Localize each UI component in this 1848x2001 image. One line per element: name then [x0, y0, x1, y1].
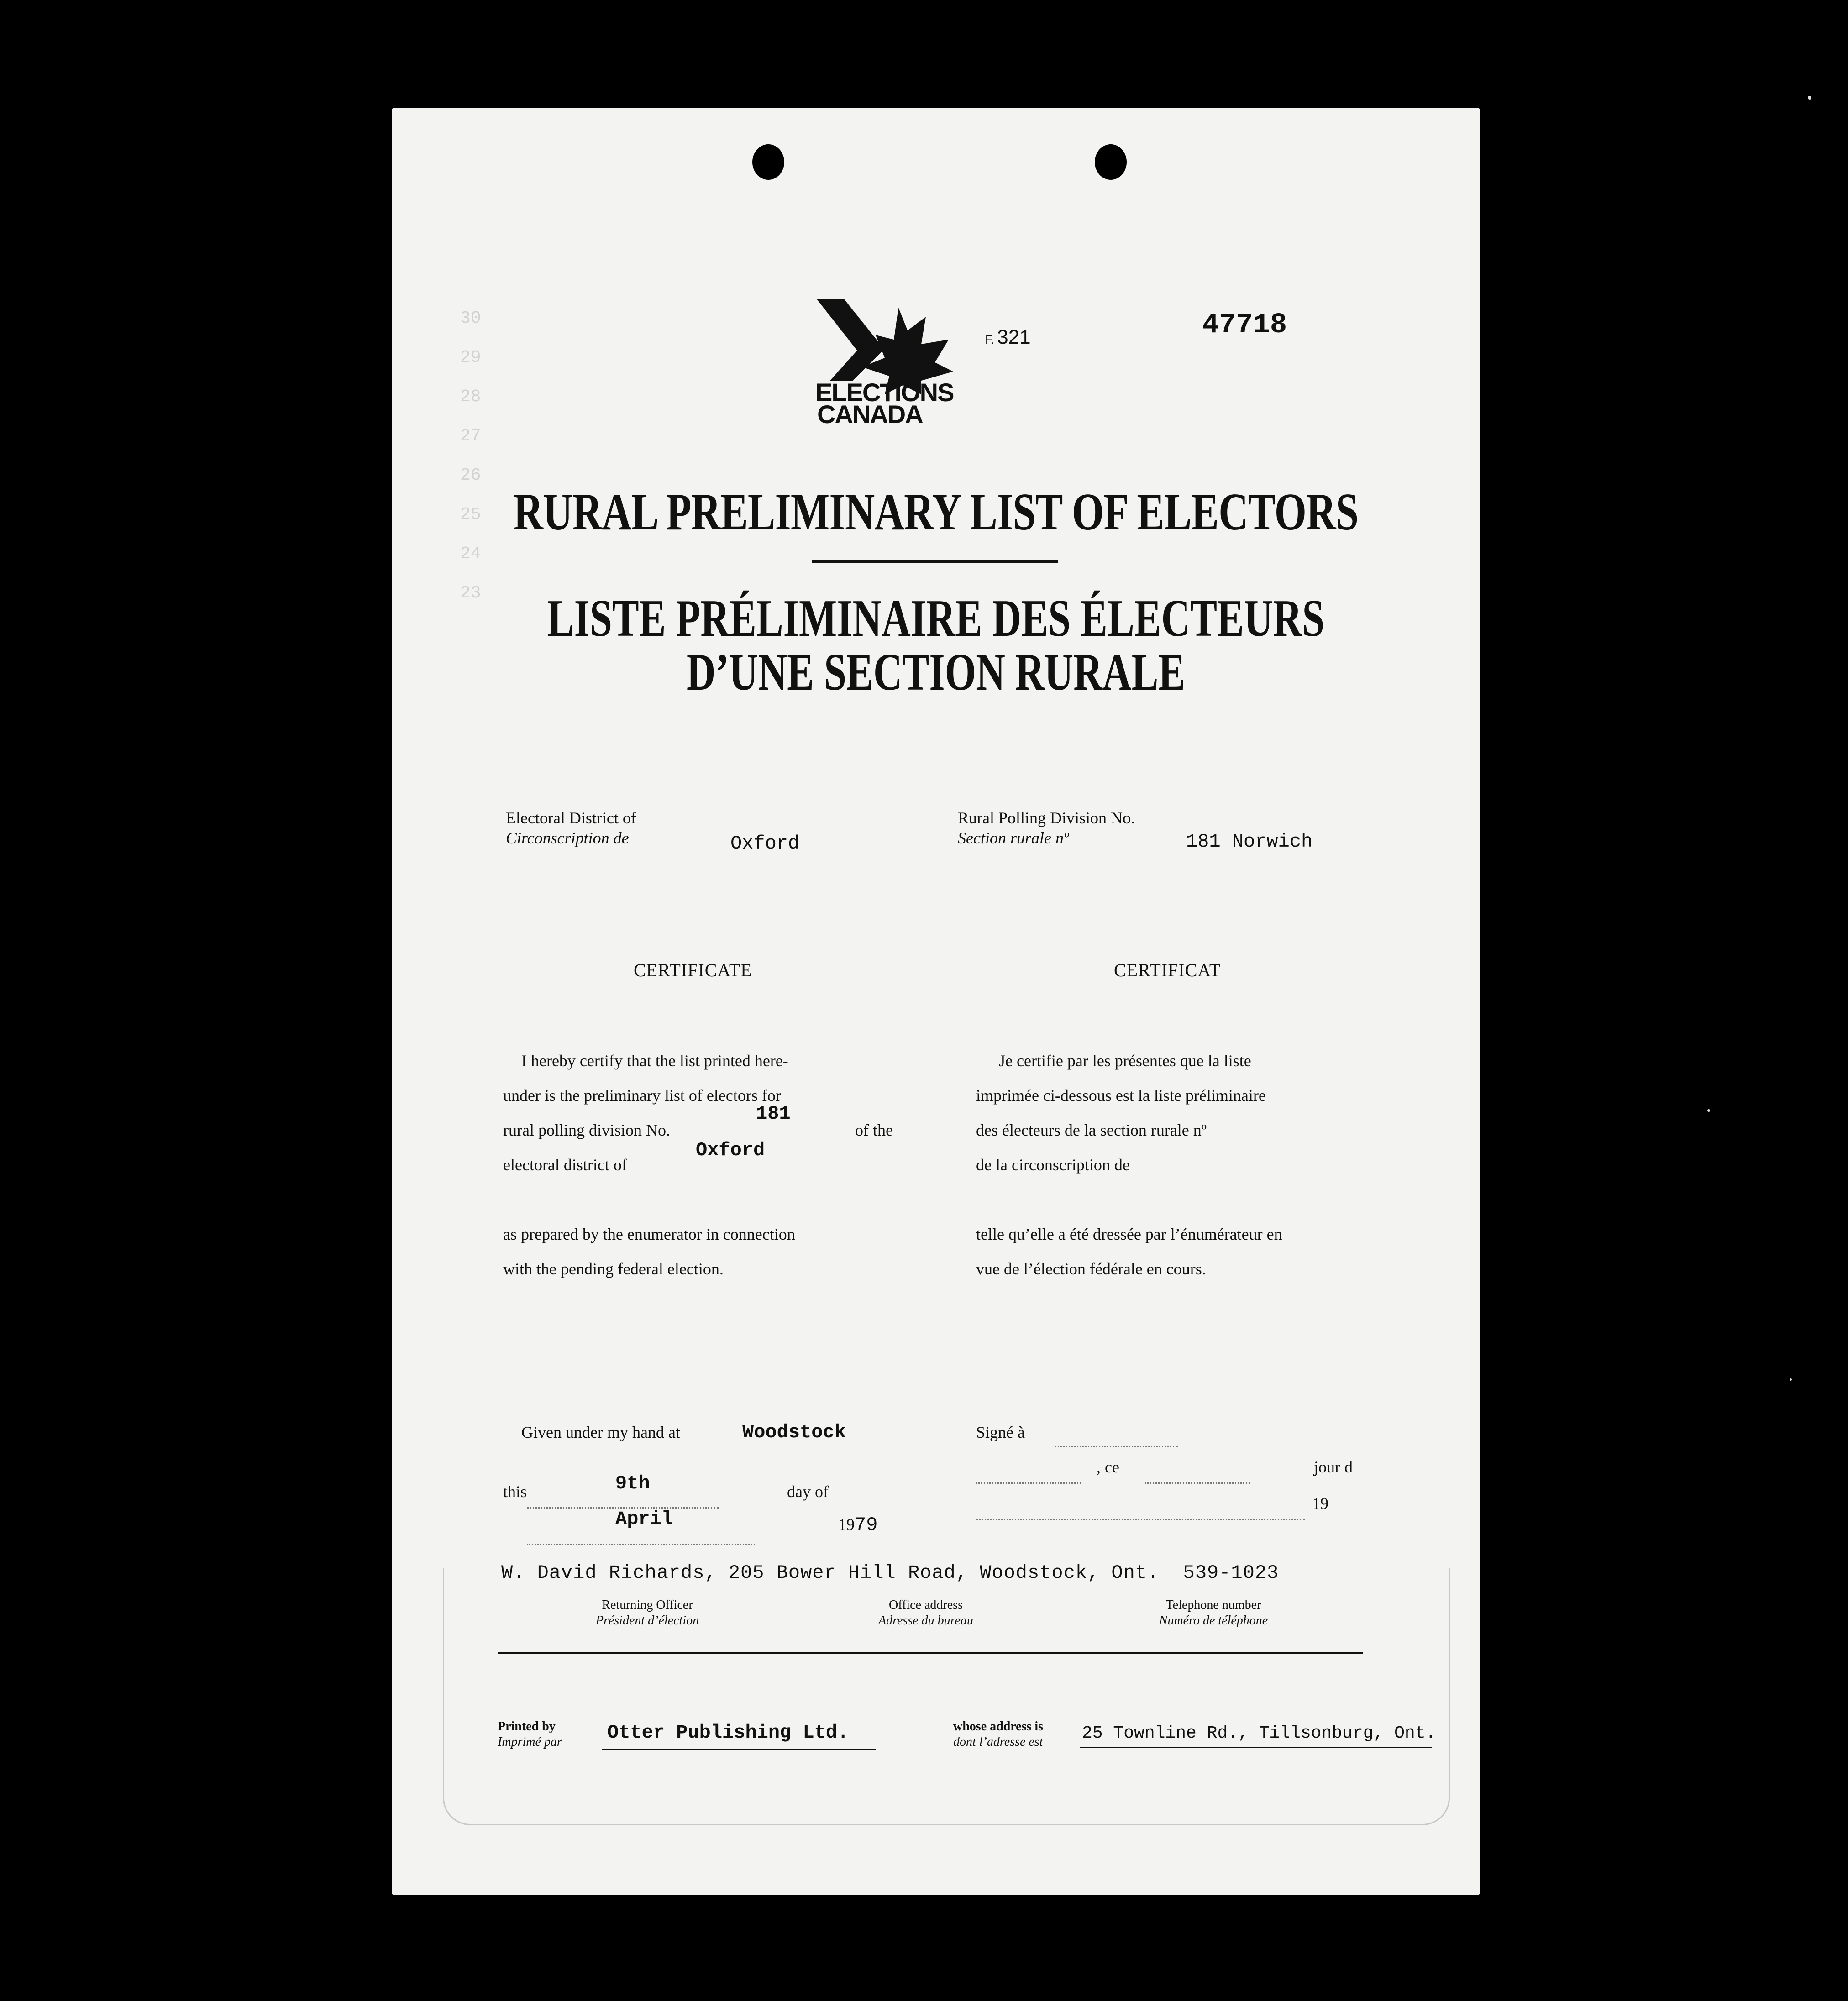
form-page — [392, 108, 1480, 1895]
certificate-text-en — [503, 1043, 893, 1286]
cert-fr-line-6: vue de l’élection fédérale en cours. — [976, 1260, 1206, 1278]
signed-label: Signé à — [976, 1423, 1025, 1441]
telephone-fr: Numéro de téléphone — [1159, 1613, 1268, 1628]
page-inner-border — [443, 1568, 1450, 1825]
printed-by-fr: Imprimé par — [498, 1735, 562, 1749]
cert-en-year-value: 79 — [855, 1514, 878, 1536]
cert-en-district-value: Oxford — [696, 1139, 765, 1161]
cert-en-line-3b: of the — [855, 1121, 893, 1139]
telephone-en: Telephone number — [1166, 1598, 1261, 1612]
place-dotline-fr — [976, 1482, 1081, 1484]
cert-en-line-5: as prepared by the enumerator in connection — [503, 1225, 795, 1243]
district-value: Oxford — [730, 833, 800, 854]
given-under-label: Given under my hand at — [521, 1423, 680, 1441]
signed-dotline — [1055, 1446, 1178, 1447]
logo-line-2: CANADA — [817, 400, 923, 429]
certificate-heading-fr: CERTIFICAT — [1114, 960, 1221, 980]
scan-speck — [1790, 1378, 1792, 1381]
address-label-fr: dont l’adresse est — [953, 1735, 1043, 1749]
cert-en-line-2: under is the preliminary list of electors for — [503, 1086, 781, 1105]
ce-label: , ce — [1097, 1458, 1119, 1476]
polling-division-label-en: Rural Polling Division No. — [958, 809, 1135, 827]
printer-address: 25 Townline Rd., Tillsonburg, Ont. — [1082, 1723, 1436, 1743]
district-label — [506, 808, 636, 848]
ce-dotline — [1145, 1482, 1250, 1484]
logo-text — [815, 378, 954, 429]
jour-label: jour d — [1314, 1458, 1353, 1476]
cert-en-line-3a: rural polling division No. — [503, 1121, 670, 1139]
year-prefix-fr: 19 — [1312, 1494, 1328, 1513]
form-number — [985, 326, 1031, 349]
serial-number: 47718 — [1202, 309, 1287, 341]
polling-division-label-fr: Section rurale nº — [958, 829, 1069, 847]
cert-en-line-1: I hereby certify that the list printed here- — [521, 1052, 788, 1070]
jour-dotline — [976, 1519, 1305, 1520]
title-french-line-1: LISTE PRÉLIMINAIRE DES ÉLECTEURS — [547, 589, 1325, 648]
cert-fr-line-2: imprimée ci-dessous est la liste préliminaire — [976, 1086, 1266, 1105]
cert-fr-line-3: des électeurs de la section rurale nº — [976, 1121, 1207, 1139]
returning-officer-typed: W. David Richards, 205 Bower Hill Road, Woodstock, Ont. 539-1023 — [501, 1562, 1279, 1584]
office-address-en: Office address — [889, 1598, 963, 1612]
cert-en-line-4: electoral district of — [503, 1156, 627, 1174]
day-of-label: day of — [787, 1482, 829, 1501]
cert-en-place-value: Woodstock — [742, 1421, 846, 1443]
certificate-text-fr — [976, 1043, 1378, 1286]
title-divider — [812, 560, 1058, 563]
punch-hole-left — [752, 144, 784, 180]
cert-en-day-value: 9th — [615, 1472, 650, 1494]
year-prefix-en — [838, 1507, 877, 1542]
cert-en-line-6: with the pending federal election. — [503, 1260, 724, 1278]
returning-officer-fr: Président d’élection — [595, 1613, 699, 1628]
cert-fr-line-5: telle qu’elle a été dressée par l’énumérateur en — [976, 1225, 1282, 1243]
district-label-fr: Circonscription de — [506, 829, 629, 847]
certificate-heading-en: CERTIFICATE — [634, 960, 752, 980]
polling-division-value: 181 Norwich — [1186, 831, 1313, 853]
returning-officer-en: Returning Officer — [602, 1598, 693, 1612]
scan-speck — [1808, 96, 1811, 100]
form-number-value: 321 — [997, 326, 1031, 348]
month-dotline — [527, 1544, 755, 1545]
address-label-en: whose address is — [953, 1719, 1044, 1734]
printer-name: Otter Publishing Ltd. — [607, 1722, 849, 1744]
office-address-fr: Adresse du bureau — [878, 1613, 973, 1628]
bleed-through: 30 29 28 27 26 25 24 23 — [460, 309, 481, 603]
title-english: RURAL PRELIMINARY LIST OF ELECTORS — [513, 483, 1359, 541]
cert-fr-line-1: Je certifie par les présentes que la liste — [999, 1052, 1251, 1070]
cert-fr-line-4: de la circonscription de — [976, 1156, 1130, 1174]
district-label-en: Electoral District of — [506, 809, 636, 827]
logo-line-1: ELECTIONS — [815, 378, 954, 407]
title-french-line-2: D’UNE SECTION RURALE — [686, 643, 1186, 702]
form-number-prefix: F. — [985, 333, 995, 346]
title-french — [522, 589, 1349, 702]
this-label: this — [503, 1482, 527, 1501]
scan-speck — [1707, 1109, 1710, 1112]
cert-en-month-value: April — [615, 1508, 673, 1530]
punch-hole-right — [1095, 144, 1127, 180]
printed-by-en: Printed by — [498, 1719, 556, 1734]
polling-division-label — [958, 808, 1135, 848]
cert-en-division-value: 181 — [756, 1103, 791, 1125]
year-prefix-en-text: 19 — [838, 1515, 855, 1534]
